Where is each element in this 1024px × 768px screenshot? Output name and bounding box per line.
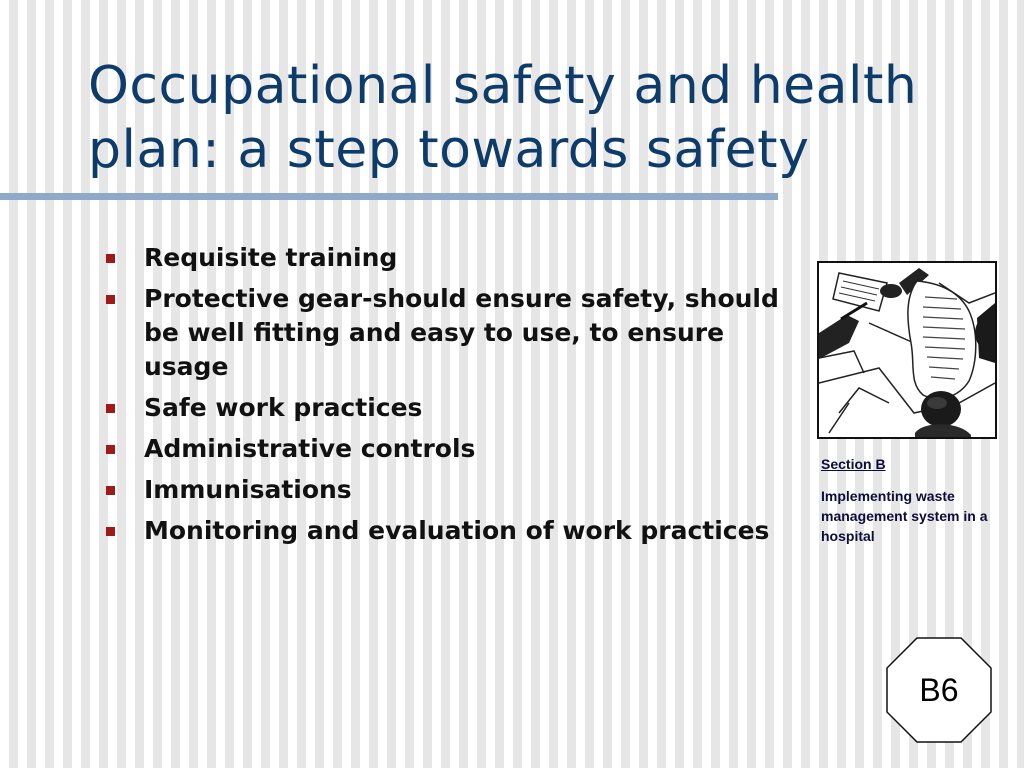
square-bullet-icon xyxy=(106,527,115,536)
bullet-item xyxy=(100,282,780,384)
square-bullet-icon xyxy=(106,254,115,263)
bullet-text: Requisite training xyxy=(144,243,398,272)
square-bullet-icon xyxy=(106,295,115,304)
square-bullet-icon xyxy=(106,486,115,495)
bullet-text: Immunisations xyxy=(144,475,352,504)
title-line-1: Occupational safety and health xyxy=(88,56,918,116)
bullet-text: Protective gear-should ensure safety, should be well fitting and easy to use, to ensure usage xyxy=(144,284,779,381)
bullet-text: Safe work practices xyxy=(144,393,423,422)
bullet-item xyxy=(100,514,780,548)
square-bullet-icon xyxy=(106,404,115,413)
title-line-2: plan: a step towards safety xyxy=(88,120,810,180)
bullet-item xyxy=(100,391,780,425)
illustration-drawing xyxy=(819,263,995,437)
bullet-item xyxy=(100,473,780,507)
bullet-list xyxy=(100,241,780,555)
caption-heading: Section B xyxy=(821,456,886,472)
title-divider xyxy=(0,193,778,200)
badge-label: B6 xyxy=(919,671,959,708)
bullet-text: Monitoring and evaluation of work practices xyxy=(144,516,770,545)
square-bullet-icon xyxy=(106,445,115,454)
caption-text: Implementing waste management system in a hospital xyxy=(821,488,988,544)
bullet-item xyxy=(100,241,780,275)
illustration-image xyxy=(817,261,997,439)
bullet-text: Administrative controls xyxy=(144,434,476,463)
slide-title xyxy=(88,54,1008,182)
section-badge xyxy=(886,637,992,743)
bullet-item xyxy=(100,432,780,466)
